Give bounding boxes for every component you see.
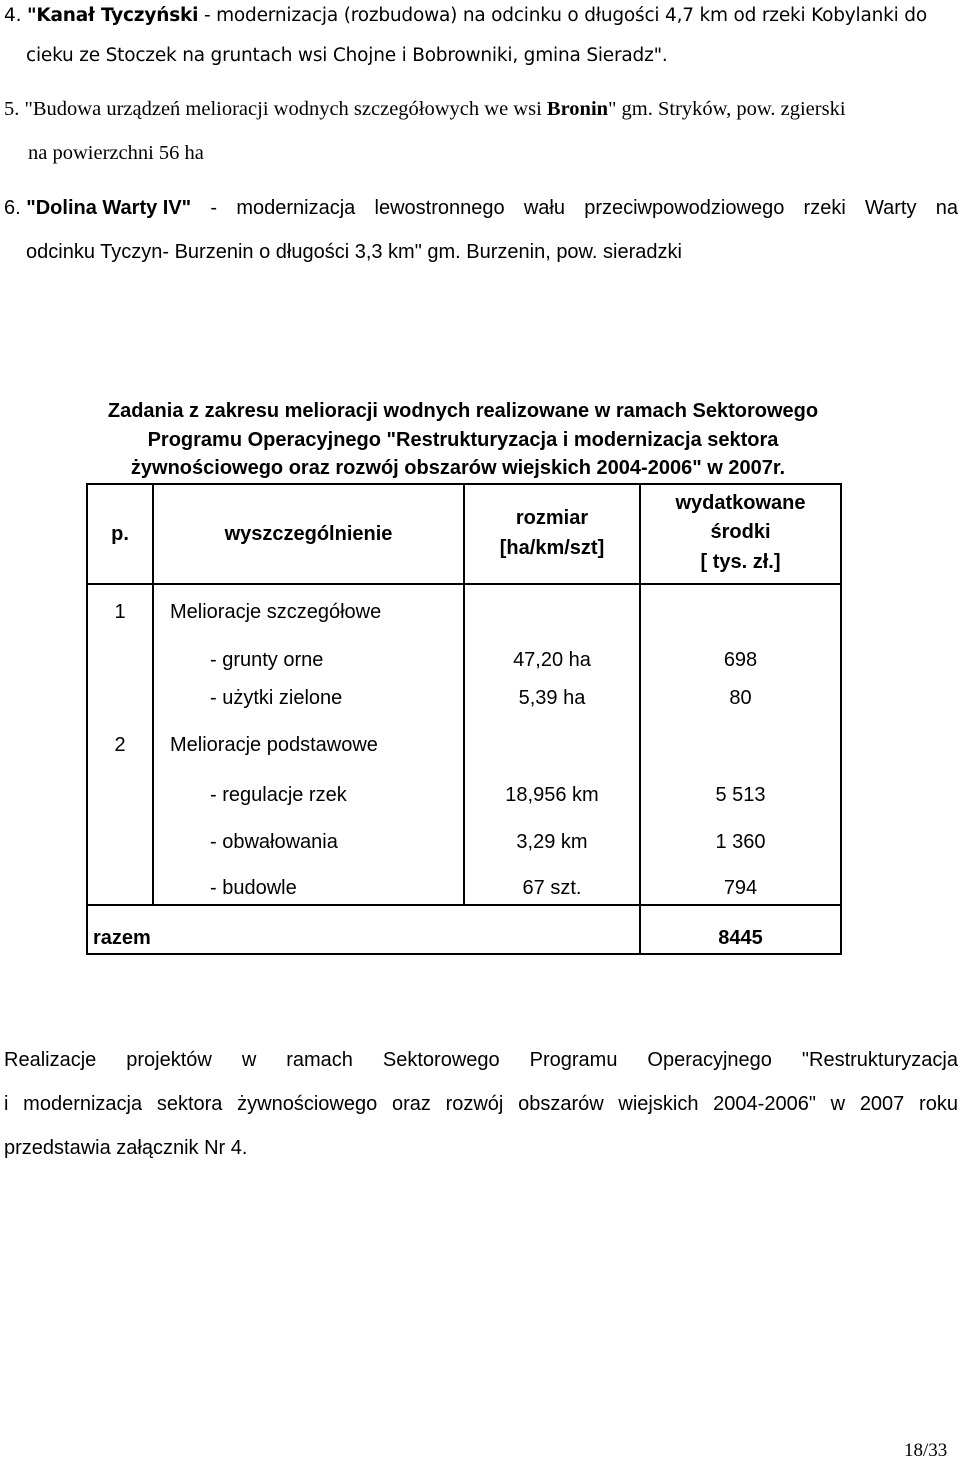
list-item-6-line1 xyxy=(4,196,958,220)
word: lewostronnego xyxy=(374,197,505,219)
word: w xyxy=(830,1093,846,1115)
word: żywnościowego xyxy=(237,1093,378,1115)
row-name: - obwałowania xyxy=(210,831,338,853)
word: Operacyjnego xyxy=(647,1049,772,1071)
table-total-separator xyxy=(86,904,842,906)
header-description: wyszczególnienie xyxy=(224,523,393,545)
list-item-6-number: 6. xyxy=(4,197,27,219)
word: modernizacja xyxy=(236,197,356,219)
row-size: 47,20 ha xyxy=(513,649,591,671)
word: w xyxy=(241,1049,257,1071)
word: przeciwpowodziowego xyxy=(584,197,785,219)
table-title-line2: Programu Operacyjnego "Restrukturyzacja i modernizacja sektora xyxy=(147,429,779,451)
table-title-line1: Zadania z zakresu melioracji wodnych realizowane w ramach Sektorowego xyxy=(107,400,819,422)
list-item-4-number: 4. xyxy=(4,5,27,26)
word: Realizacje xyxy=(4,1049,97,1071)
group-1-number: 1 xyxy=(114,601,126,623)
row-name: - budowle xyxy=(210,877,297,899)
row-cost: 80 xyxy=(729,687,752,709)
paragraph-line1 xyxy=(4,1048,958,1072)
table-border-top xyxy=(86,483,842,485)
list-item-6-line2: odcinku Tyczyn- Burzenin o długości 3,3 km" gm. Burzenin, pow. sieradzki xyxy=(26,241,682,263)
header-size-line1: rozmiar xyxy=(515,507,589,529)
word: Warty xyxy=(865,197,917,219)
list-item-5-text-end: " gm. Stryków, pow. zgierski xyxy=(608,98,846,120)
word: ramach xyxy=(286,1049,353,1071)
word: projektów xyxy=(126,1049,212,1071)
list-item-5-line1 xyxy=(4,97,846,121)
word: na xyxy=(935,197,958,219)
expenditure-table xyxy=(86,483,842,955)
header-cost-line1: wydatkowane xyxy=(675,492,806,514)
total-value: 8445 xyxy=(718,927,763,949)
list-item-4-text: - modernizacja (rozbudowa) na odcinku o długości 4,7 km od rzeki Kobylanki do xyxy=(198,5,927,26)
word: roku xyxy=(919,1093,958,1115)
word: modernizacja xyxy=(23,1093,143,1115)
list-item-6-head xyxy=(4,196,191,220)
word: wału xyxy=(523,197,565,219)
group-1-label: Melioracje szczegółowe xyxy=(170,601,382,623)
row-size: 3,29 km xyxy=(516,831,588,853)
paragraph-line2 xyxy=(4,1092,958,1116)
word: rzeki xyxy=(803,197,846,219)
word: oraz xyxy=(391,1093,431,1115)
word: obszarów xyxy=(518,1093,604,1115)
page-number: 18/33 xyxy=(904,1440,948,1461)
row-name: - grunty orne xyxy=(210,649,324,671)
row-cost: 794 xyxy=(723,877,758,899)
header-cost-line2: środki xyxy=(710,521,771,543)
group-2-number: 2 xyxy=(114,734,126,756)
word: 2004-2006" xyxy=(713,1093,816,1115)
table-title-line3: żywnościowego oraz rozwój obszarów wiejskich 2004-2006" w 2007r. xyxy=(130,457,786,479)
row-size: 67 szt. xyxy=(522,877,582,899)
row-size: 5,39 ha xyxy=(518,687,586,709)
table-border-left xyxy=(86,483,88,955)
word: 2007 xyxy=(859,1093,905,1115)
word: wiejskich xyxy=(618,1093,699,1115)
header-cost-line3: [ tys. zł.] xyxy=(700,551,781,573)
header-number: p. xyxy=(111,523,129,545)
row-name: - użytki zielone xyxy=(210,687,343,709)
list-item-5-text: 5. "Budowa urządzeń melioracji wodnych szczegółowych we wsi xyxy=(4,98,547,120)
row-cost: 698 xyxy=(723,649,758,671)
row-cost: 1 360 xyxy=(715,831,766,853)
table-border-right xyxy=(840,483,842,955)
list-item-4-line1 xyxy=(4,4,927,28)
word: "Restrukturyzacja xyxy=(801,1049,958,1071)
word: - xyxy=(210,197,218,219)
list-item-4-line2: cieku ze Stoczek na gruntach wsi Chojne i Bobrowniki, gmina Sieradz". xyxy=(26,45,668,66)
list-item-5-line2: na powierzchni 56 ha xyxy=(28,142,204,164)
row-size: 18,956 km xyxy=(505,784,599,806)
word: rozwój xyxy=(445,1093,504,1115)
paragraph-line3: przedstawia załącznik Nr 4. xyxy=(4,1137,248,1159)
word: i xyxy=(4,1093,9,1115)
list-item-4-title: "Kanał Tyczyński xyxy=(26,5,199,26)
list-item-5-bold: Bronin xyxy=(546,98,609,120)
header-size-line2: [ha/km/szt] xyxy=(499,537,605,559)
row-cost: 5 513 xyxy=(715,784,766,806)
row-name: - regulacje rzek xyxy=(210,784,347,806)
list-item-6-title: "Dolina Warty IV" xyxy=(26,197,192,219)
word: Programu xyxy=(529,1049,618,1071)
table-border-bottom xyxy=(86,953,842,955)
total-label: razem xyxy=(93,927,151,949)
word: Sektorowego xyxy=(382,1049,500,1071)
table-divider-col1 xyxy=(152,483,154,906)
word: sektora xyxy=(156,1093,223,1115)
table-header-separator xyxy=(86,583,842,585)
group-2-label: Melioracje podstawowe xyxy=(170,734,378,756)
